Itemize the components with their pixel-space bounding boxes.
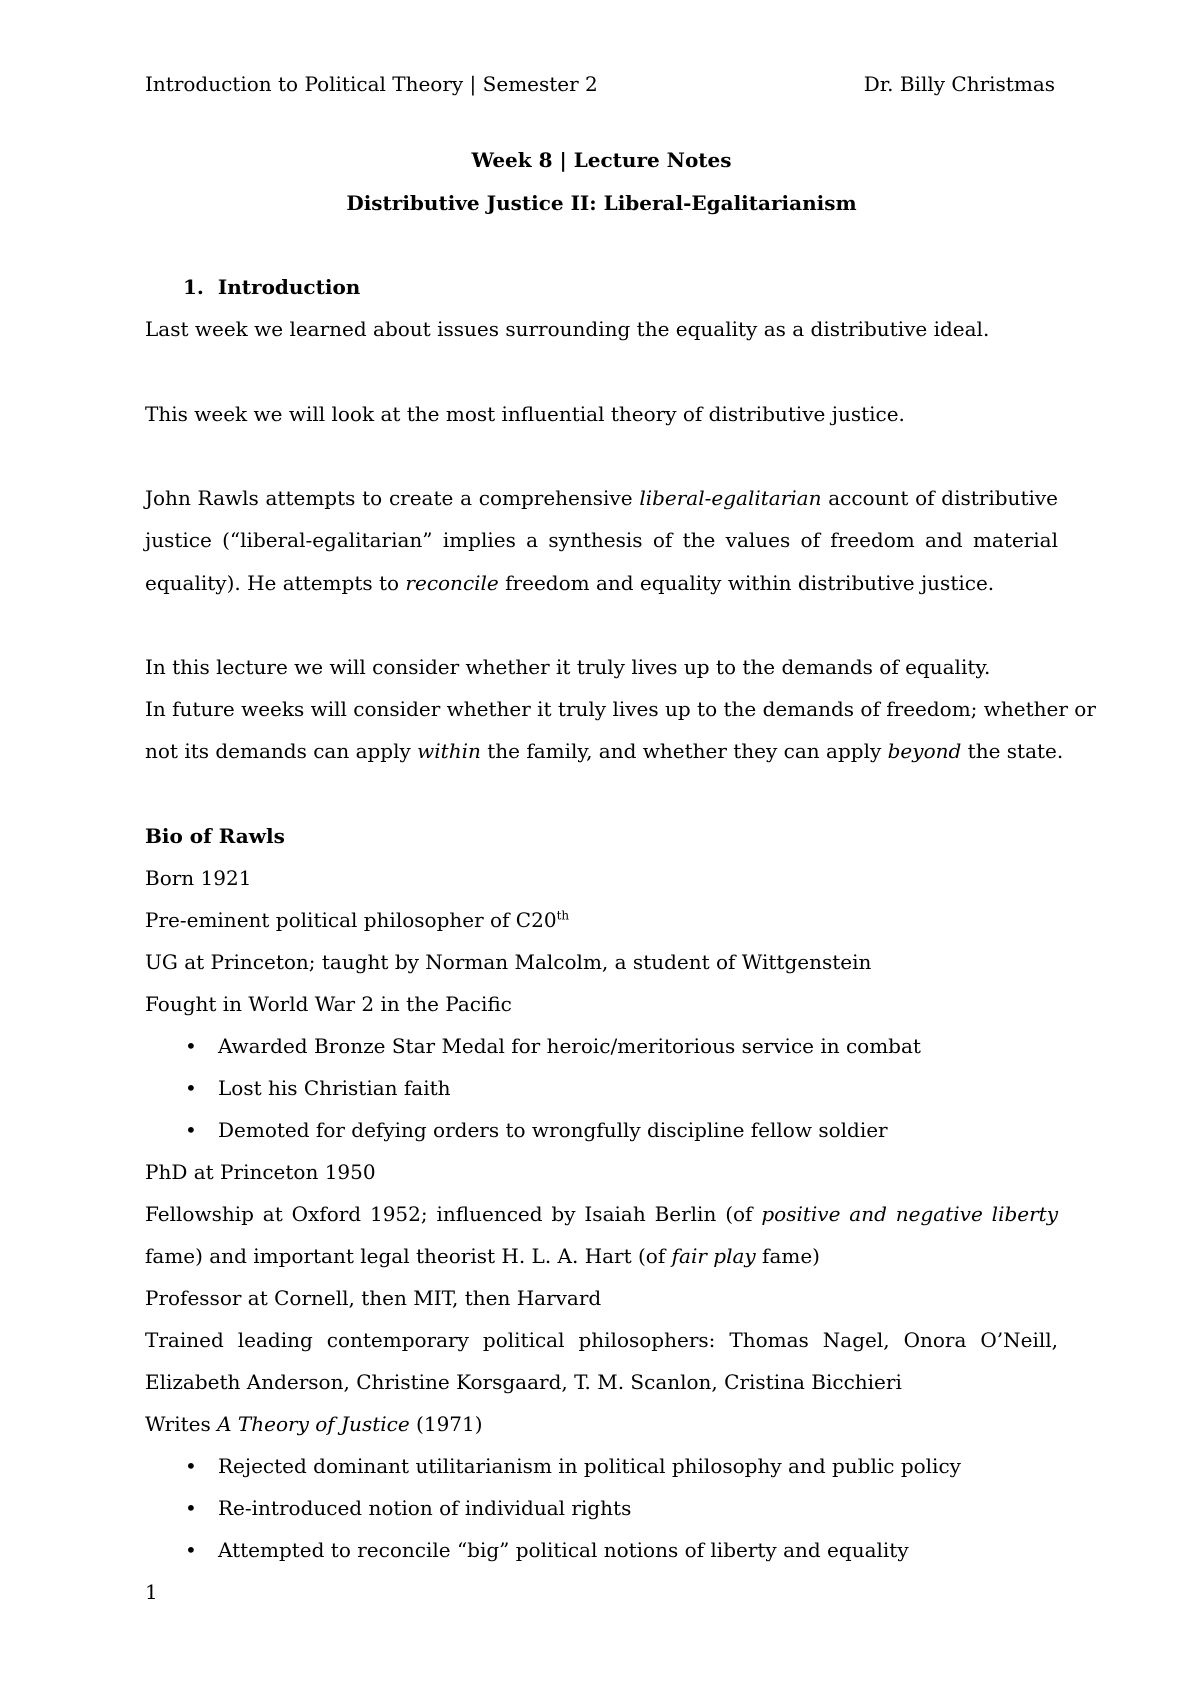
paragraph-rawls-line-3: equality). He attempts to reconcile freedom and equality within distributive justice. — [145, 571, 995, 595]
bullet-icon: • — [185, 1454, 197, 1478]
bio-heading: Bio of Rawls — [145, 824, 285, 848]
list-item: Re-introduced notion of individual rights — [218, 1496, 632, 1520]
author-name: Dr. Billy Christmas — [863, 72, 1055, 96]
bio-writes: Writes A Theory of Justice (1971) — [145, 1412, 483, 1436]
paragraph-future-line-2: not its demands can apply within the family, and whether they can apply beyond the state. — [145, 739, 1064, 763]
bio-oxford-line-1: Fellowship at Oxford 1952; influenced by Isaiah Berlin (of positive and negative liberty — [145, 1202, 1059, 1226]
page-header — [145, 72, 1055, 102]
section-title: Introduction — [217, 275, 361, 299]
section-heading-introduction — [145, 273, 1058, 301]
bio-preeminent: Pre-eminent political philosopher of C20th — [145, 908, 570, 932]
bio-trained-line-2: Elizabeth Anderson, Christine Korsgaard, T. M. Scanlon, Cristina Bicchieri — [145, 1370, 902, 1394]
bio-trained-line-1: Trained leading contemporary political philosophers: Thomas Nagel, Onora O’Neill, — [145, 1328, 1058, 1352]
list-item: Demoted for defying orders to wrongfully discipline fellow soldier — [218, 1118, 888, 1142]
list-item: Awarded Bronze Star Medal for heroic/meritorious service in combat — [218, 1034, 921, 1058]
list-item: Rejected dominant utilitarianism in political philosophy and public policy — [218, 1454, 961, 1478]
bullet-icon: • — [185, 1118, 197, 1142]
bio-fought: Fought in World War 2 in the Pacific — [145, 992, 512, 1016]
paragraph-last-week: Last week we learned about issues surrounding the equality as a distributive ideal. — [145, 317, 990, 341]
course-title: Introduction to Political Theory | Semester 2 — [145, 72, 598, 96]
paragraph-this-week: This week we will look at the most influential theory of distributive justice. — [145, 402, 905, 426]
list-item: Attempted to reconcile “big” political notions of liberty and equality — [218, 1538, 909, 1562]
liberal-egalitarian-emphasis: liberal-egalitarian — [639, 486, 822, 510]
lecture-title: Week 8 | Lecture Notes — [471, 148, 732, 172]
list-item: Lost his Christian faith — [218, 1076, 451, 1100]
page-number: 1 — [145, 1580, 158, 1604]
paragraph-rawls-line-1: John Rawls attempts to create a comprehensive liberal-egalitarian account of distributive — [145, 486, 1059, 510]
bullet-icon: • — [185, 1076, 197, 1100]
reconcile-emphasis: reconcile — [405, 571, 499, 595]
bullet-icon: • — [185, 1034, 197, 1058]
section-number: 1. — [183, 275, 204, 299]
lecture-subtitle: Distributive Justice II: Liberal-Egalitarianism — [346, 191, 857, 215]
bio-undergrad: UG at Princeton; taught by Norman Malcolm, a student of Wittgenstein — [145, 950, 872, 974]
bio-phd: PhD at Princeton 1950 — [145, 1160, 376, 1184]
paragraph-equality: In this lecture we will consider whether it truly lives up to the demands of equality. — [145, 655, 991, 679]
paragraph-rawls-line-2: justice (“liberal-egalitarian” implies a synthesis of the values of freedom and material — [145, 528, 1058, 552]
paragraph-future-line-1: In future weeks will consider whether it truly lives up to the demands of freedom; whether or — [145, 697, 1096, 721]
bio-oxford-line-2: fame) and important legal theorist H. L. A. Hart (of fair play fame) — [145, 1244, 820, 1268]
bio-professor: Professor at Cornell, then MIT, then Harvard — [145, 1286, 602, 1310]
bullet-icon: • — [185, 1538, 197, 1562]
bullet-icon: • — [185, 1496, 197, 1520]
bio-born: Born 1921 — [145, 866, 252, 890]
